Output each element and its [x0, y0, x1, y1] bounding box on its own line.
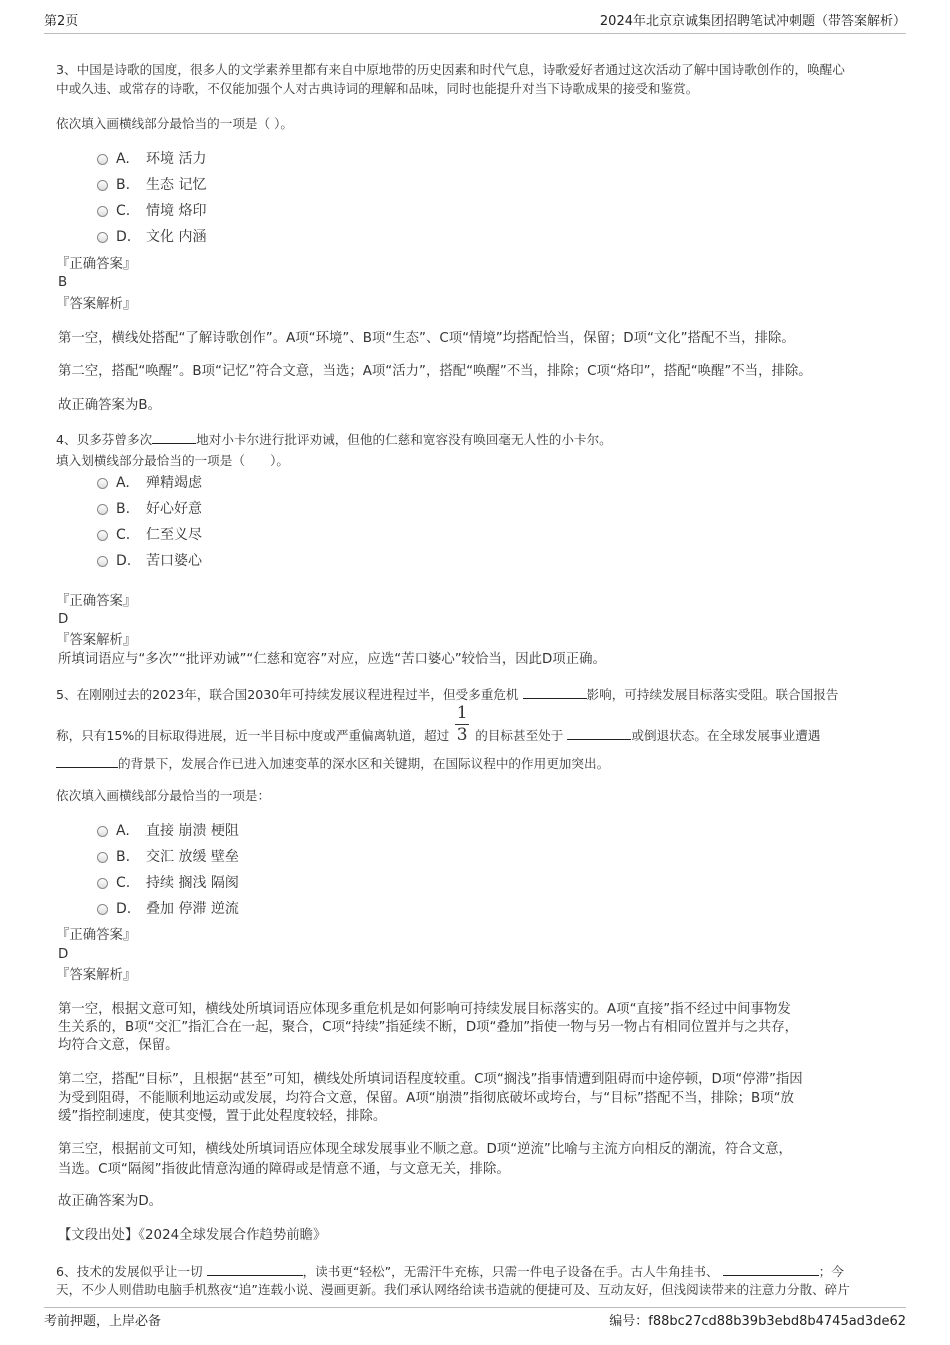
- footer-slogan: 考前押题，上岸必备: [44, 1314, 162, 1329]
- analysis-text: 第三空，根据前文可知，横线处所填词语应体现全球发展事业不顺之意。D项“逆流”比喻与主流方向相反的潮流，符合文意，: [58, 1142, 792, 1157]
- question-3-text: 中或久违、或常存的诗歌，不仅能加强个人对古典诗词的理解和品味，同时也能提升对当下诗歌成果的接受和鉴赏。: [56, 81, 699, 96]
- fraction-one-third: $\frac{1}{3}$: [456, 703, 468, 745]
- analysis-text: 第二空，搭配“唤醒”。B项“记忆”符合文意，当选；A项“活力”，搭配“唤醒”不当，排除；C项“烙印”，搭配“唤醒”不当，排除。: [58, 364, 812, 379]
- analysis-label: 『答案解析』: [56, 968, 137, 983]
- correct-answer: D: [58, 947, 69, 962]
- analysis-text: 第一空，根据文意可知，横线处所填词语应体现多重危机是如何影响可持续发展目标落实的。A项“直接”指不经过中间事物发: [58, 1002, 791, 1017]
- analysis-label: 『答案解析』: [56, 633, 137, 648]
- radio-button[interactable]: [97, 504, 108, 515]
- answer-blank: [56, 754, 118, 768]
- correct-answer: B: [58, 275, 68, 290]
- radio-button[interactable]: [97, 904, 108, 915]
- question-3-text: 3、中国是诗歌的国度，很多人的文学素养里都有来自中原地带的历史因素和时代气息，诗歌爱好者通过这次活动了解中国诗歌创作的，唤醒心: [56, 62, 845, 77]
- question-6-text: 天，不少人则借助电脑手机熬夜“追”连载小说、漫画更新。我们承认网络给读书造就的便捷可及、互动友好，但浅阅读带来的注意力分散、碎片: [56, 1282, 850, 1297]
- answer-blank: [567, 726, 631, 740]
- analysis-text: 故正确答案为B。: [58, 398, 161, 413]
- analysis-text: 均符合文意，保留。: [58, 1038, 179, 1053]
- answer-blank: [207, 1262, 303, 1276]
- analysis-label: 『答案解析』: [56, 297, 137, 312]
- answer-blank: [523, 685, 587, 699]
- page-number: 第2页: [44, 14, 79, 29]
- document-title: 2024年北京京诚集团招聘笔试冲刺题（带答案解析）: [599, 14, 906, 29]
- header-divider: [44, 33, 906, 34]
- correct-answer-label: 『正确答案』: [56, 257, 137, 272]
- answer-blank: [723, 1262, 819, 1276]
- radio-button[interactable]: [97, 878, 108, 889]
- question-4-prompt: 填入划横线部分最恰当的一项是（ ）。: [56, 453, 289, 468]
- radio-button[interactable]: [97, 556, 108, 567]
- footer-divider: [44, 1307, 906, 1308]
- radio-button[interactable]: [97, 826, 108, 837]
- analysis-text: 第一空，横线处搭配“了解诗歌创作”。A项“环境”、B项“生态”、C项“情境”均搭配恰当，保留；D项“文化”搭配不当，排除。: [58, 331, 795, 346]
- radio-button[interactable]: [97, 180, 108, 191]
- question-5-prompt: 依次填入画横线部分最恰当的一项是：: [56, 788, 271, 803]
- question-5-text: 5、在刚刚过去的2023年，联合国2030年可持续发展议程进程过半，但受多重危机 影响，可持续发展目标落实受阻。联合国报告: [56, 687, 839, 702]
- question-5-text: 的背景下，发展合作已进入加速变革的深水区和关键期，在国际议程中的作用更加突出。: [56, 754, 609, 773]
- analysis-text: 为受到阻碍，不能顺利地运动或发展，均符合文意，保留。A项“崩溃”指彻底破坏或垮台，与“目标”搭配不当，排除；B项“放: [58, 1091, 794, 1106]
- correct-answer-label: 『正确答案』: [56, 594, 137, 609]
- correct-answer: D: [58, 612, 69, 627]
- question-3-prompt: 依次填入画横线部分最恰当的一项是（ ）。: [56, 116, 293, 131]
- analysis-text: 当选。C项“隔阂”指彼此情意沟通的障碍或是情意不通，与文意无关，排除。: [58, 1162, 510, 1177]
- radio-button[interactable]: [97, 478, 108, 489]
- radio-button[interactable]: [97, 232, 108, 243]
- question-6-text: 6、技术的发展似乎让一切 ，读书更“轻松”，无需汗牛充栋，只需一件电子设备在手。古人牛角挂书、 ；今: [56, 1264, 844, 1279]
- answer-blank: [152, 430, 196, 444]
- analysis-text: 生关系的，B项“交汇”指汇合在一起，聚合，C项“持续”指延续不断，D项“叠加”指使一物与另一物占有相同位置并与之共存，: [58, 1020, 798, 1035]
- question-4-text: 4、贝多芬曾多次 地对小卡尔进行批评劝诫，但他的仁慈和宽容没有唤回毫无人性的小卡尔。: [56, 432, 612, 447]
- question-5-text: 称，只有15%的目标取得进展，近一半目标中度或严重偏离轨道，超过 $\frac{1}{3}$ 的目标甚至处于 或倒退状态。在全球发展事业遭遇: [56, 703, 821, 745]
- correct-answer-label: 『正确答案』: [56, 928, 137, 943]
- radio-button[interactable]: [97, 852, 108, 863]
- radio-button[interactable]: [97, 206, 108, 217]
- source-citation: 【文段出处】《2024全球发展合作趋势前瞻》: [58, 1228, 327, 1243]
- analysis-text: 所填词语应与“多次”“批评劝诫”“仁慈和宽容”对应，应选“苦口婆心”较恰当，因此D项正确。: [58, 652, 606, 667]
- radio-button[interactable]: [97, 530, 108, 541]
- radio-button[interactable]: [97, 154, 108, 165]
- document-id: 编号：f88bc27cd88b39b3ebd8b4745ad3de62: [609, 1314, 906, 1329]
- analysis-text: 缓”指控制速度，使其变慢，置于此处程度较轻，排除。: [58, 1109, 387, 1124]
- analysis-text: 第二空，搭配“目标”，且根据“甚至”可知，横线处所填词语程度较重。C项“搁浅”指事情遭到阻碍而中途停顿，D项“停滞”指因: [58, 1072, 803, 1087]
- analysis-conclusion: 故正确答案为D。: [58, 1194, 163, 1209]
